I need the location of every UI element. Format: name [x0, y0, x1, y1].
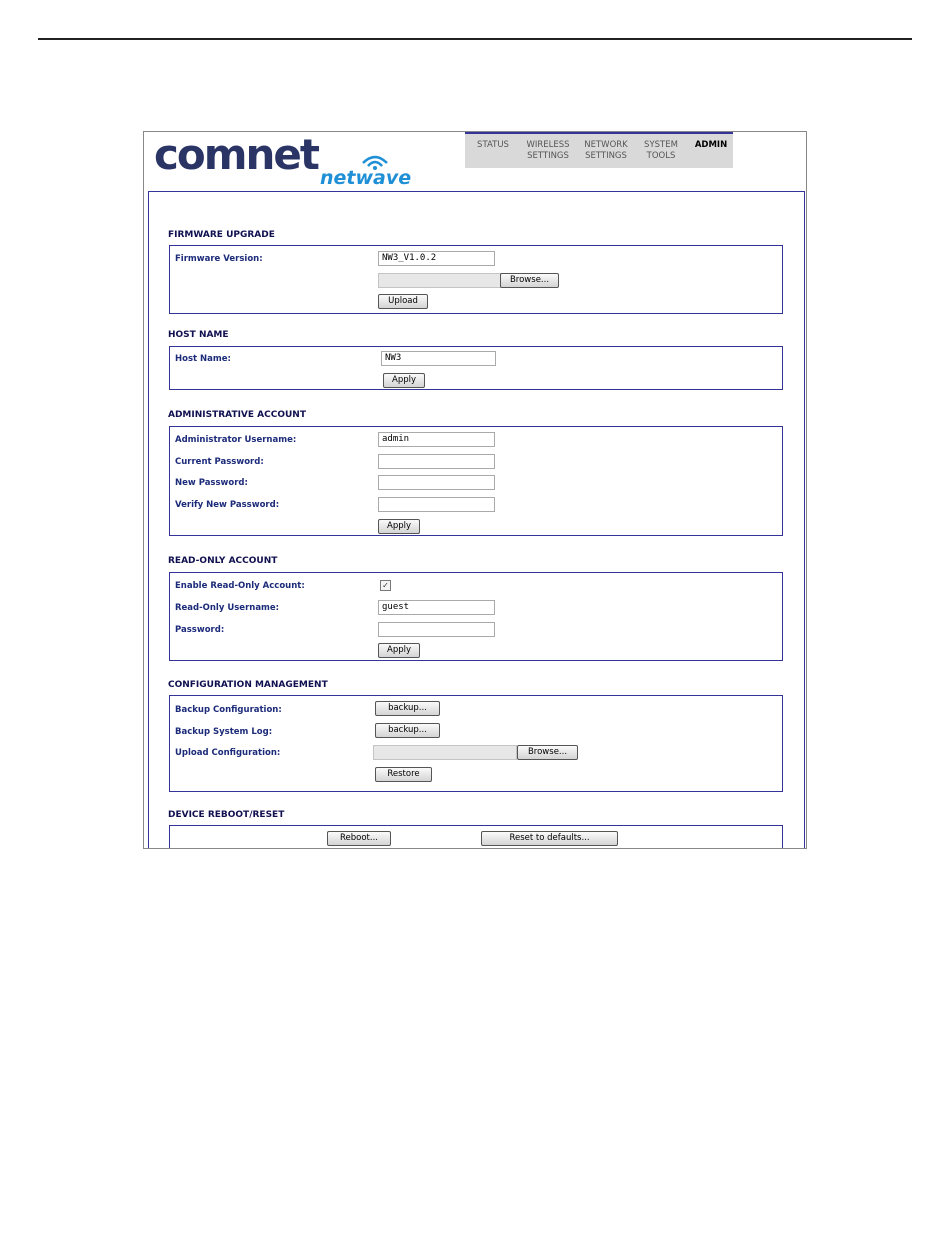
readonly-username-input[interactable]: guest [378, 600, 495, 615]
config-file-input[interactable] [373, 745, 517, 760]
readonly-enable-checkbox[interactable]: ✓ [380, 580, 391, 591]
admin-content [148, 191, 805, 849]
reboot-box [169, 825, 783, 849]
nav-wireless-label-2: SETTINGS [527, 151, 569, 161]
new-password-label: New Password: [175, 478, 248, 488]
config-browse-button[interactable]: Browse... [517, 745, 578, 760]
new-password-input[interactable] [378, 475, 495, 490]
admin-apply-button[interactable]: Apply [378, 519, 420, 534]
backup-log-button[interactable]: backup... [375, 723, 440, 738]
restore-button[interactable]: Restore [375, 767, 432, 782]
firmware-section-title: FIRMWARE UPGRADE [168, 230, 275, 240]
nav-system-tools[interactable] [633, 134, 685, 168]
config-section-title: CONFIGURATION MANAGEMENT [168, 680, 328, 690]
firmware-box [169, 245, 783, 314]
nav-status[interactable] [465, 134, 517, 168]
verify-password-label: Verify New Password: [175, 500, 280, 510]
reboot-section-title: DEVICE REBOOT/RESET [168, 810, 285, 820]
top-nav [465, 132, 733, 168]
firmware-file-input[interactable] [378, 273, 501, 288]
admin-section-title: ADMINISTRATIVE ACCOUNT [168, 410, 306, 420]
hostname-box [169, 346, 783, 390]
current-password-input[interactable] [378, 454, 495, 469]
hostname-label: Host Name: [175, 354, 231, 364]
firmware-upload-button[interactable]: Upload [378, 294, 428, 309]
reboot-button[interactable]: Reboot... [327, 831, 391, 846]
current-password-label: Current Password: [175, 457, 264, 467]
nav-wireless-label: WIRELESS [526, 140, 570, 150]
admin-username-label: Administrator Username: [175, 435, 297, 445]
nav-admin[interactable] [685, 134, 733, 168]
hostname-apply-button[interactable]: Apply [383, 373, 425, 388]
backup-config-button[interactable]: backup... [375, 701, 440, 716]
page-header-rule [38, 38, 912, 40]
comnet-logo [154, 131, 454, 192]
nav-network-settings[interactable] [575, 134, 633, 168]
readonly-password-label: Password: [175, 625, 225, 635]
config-box [169, 695, 783, 792]
reset-defaults-button[interactable]: Reset to defaults... [481, 831, 618, 846]
firmware-version-label: Firmware Version: [175, 254, 263, 264]
router-admin-screenshot [143, 131, 807, 849]
readonly-password-input[interactable] [378, 622, 495, 637]
nav-admin-label: ADMIN [694, 140, 728, 150]
nav-system-label: SYSTEM [644, 140, 678, 150]
readonly-section-title: READ-ONLY ACCOUNT [168, 556, 278, 566]
firmware-version-field[interactable]: NW3_V1.0.2 [378, 251, 495, 266]
firmware-browse-button[interactable]: Browse... [500, 273, 559, 288]
readonly-apply-button[interactable]: Apply [378, 643, 420, 658]
readonly-account-box [169, 572, 783, 661]
nav-system-label-2: TOOLS [646, 151, 676, 161]
admin-account-box [169, 426, 783, 536]
logo-netwave: netwave [320, 167, 412, 189]
verify-password-input[interactable] [378, 497, 495, 512]
readonly-enable-label: Enable Read-Only Account: [175, 581, 305, 591]
backup-config-label: Backup Configuration: [175, 705, 282, 715]
nav-network-label: NETWORK [584, 140, 628, 150]
hostname-input[interactable]: NW3 [381, 351, 496, 366]
upload-config-label: Upload Configuration: [175, 748, 281, 758]
nav-network-label-2: SETTINGS [585, 151, 627, 161]
hostname-section-title: HOST NAME [168, 330, 229, 340]
nav-status-label: STATUS [477, 140, 509, 150]
backup-log-label: Backup System Log: [175, 727, 273, 737]
logo-wordmark: comnet [154, 131, 318, 179]
nav-wireless-settings[interactable] [517, 134, 575, 168]
readonly-username-label: Read-Only Username: [175, 603, 280, 613]
admin-username-input[interactable]: admin [378, 432, 495, 447]
